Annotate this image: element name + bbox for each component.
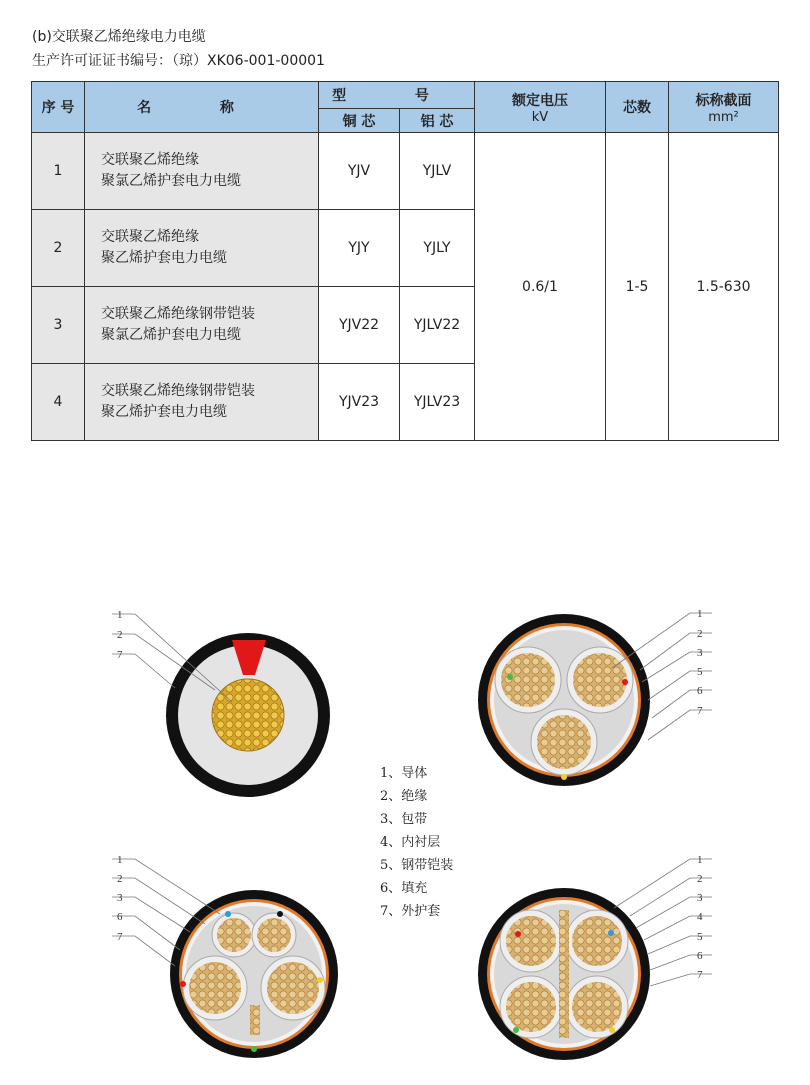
three-core-label: 7 [697, 705, 703, 717]
header-seq: 序 号 [32, 82, 85, 133]
legend-item: 1、导体 [380, 766, 428, 781]
header-copper: 铜 芯 [319, 109, 400, 133]
row-number: 3 [32, 287, 85, 364]
component-legend [380, 762, 453, 923]
row-name: 交联聚乙烯绝缘 聚氯乙烯护套电力电缆 [85, 133, 319, 210]
license-number: 生产许可证证书编号：（琼）XK06-001-00001 [32, 53, 325, 69]
cores-value: 1-5 [606, 133, 669, 441]
four-core-label: 6 [117, 911, 123, 923]
four-core-cable [170, 890, 338, 1058]
five-core-label: 3 [697, 892, 703, 904]
legend-item: 3、包带 [380, 812, 428, 827]
row-number: 2 [32, 210, 85, 287]
five-core-label: 4 [697, 911, 703, 923]
row-name: 交联聚乙烯绝缘钢带铠装 聚氯乙烯护套电力电缆 [85, 287, 319, 364]
row-copper-model: YJY [319, 210, 400, 287]
row-copper-model: YJV23 [319, 364, 400, 441]
voltage-value: 0.6/1 [475, 133, 606, 441]
four-core-label: 3 [117, 892, 123, 904]
row-aluminum-model: YJLV22 [400, 287, 475, 364]
five-core-label: 7 [697, 969, 703, 981]
three-core-label: 3 [697, 647, 703, 659]
row-name: 交联聚乙烯绝缘 聚乙烯护套电力电缆 [85, 210, 319, 287]
single-core-label: 7 [117, 649, 123, 661]
table-row [32, 133, 779, 210]
four-core-label: 1 [117, 854, 123, 866]
legend-item: 6、填充 [380, 881, 428, 896]
three-core-cable [478, 614, 650, 786]
three-core-label: 5 [697, 666, 703, 678]
row-copper-model: YJV [319, 133, 400, 210]
row-aluminum-model: YJLY [400, 210, 475, 287]
five-core-label: 2 [697, 873, 703, 885]
five-core-label: 5 [697, 931, 703, 943]
row-name: 交联聚乙烯绝缘钢带铠装 聚乙烯护套电力电缆 [85, 364, 319, 441]
five-core-label: 6 [697, 950, 703, 962]
single-core-label: 2 [117, 629, 123, 641]
single-core-label: 1 [117, 609, 123, 621]
five-core-cable [478, 888, 650, 1060]
four-core-label: 7 [117, 931, 123, 943]
row-aluminum-model: YJLV [400, 133, 475, 210]
row-copper-model: YJV22 [319, 287, 400, 364]
legend-item: 4、内衬层 [380, 835, 441, 850]
document-title: (b)交联聚乙烯绝缘电力电缆 [32, 29, 206, 45]
row-number: 4 [32, 364, 85, 441]
three-core-label: 2 [697, 628, 703, 640]
three-core-label: 1 [697, 608, 703, 620]
row-aluminum-model: YJLV23 [400, 364, 475, 441]
row-number: 1 [32, 133, 85, 210]
spec-table [31, 81, 779, 441]
header-section: 标称截面 mm² [669, 82, 779, 133]
three-core-label: 6 [697, 685, 703, 697]
header-model: 型 号 [319, 82, 475, 109]
five-core-label: 1 [697, 854, 703, 866]
header-voltage: 额定电压 kV [475, 82, 606, 133]
single-core-cable [166, 633, 330, 797]
header-cores: 芯数 [606, 82, 669, 133]
header-name: 名 称 [85, 82, 319, 133]
four-core-label: 2 [117, 873, 123, 885]
legend-item: 7、外护套 [380, 904, 441, 919]
section-value: 1.5-630 [669, 133, 779, 441]
legend-item: 2、绝缘 [380, 789, 428, 804]
legend-item: 5、钢带铠装 [380, 858, 454, 873]
header-aluminum: 铝 芯 [400, 109, 475, 133]
